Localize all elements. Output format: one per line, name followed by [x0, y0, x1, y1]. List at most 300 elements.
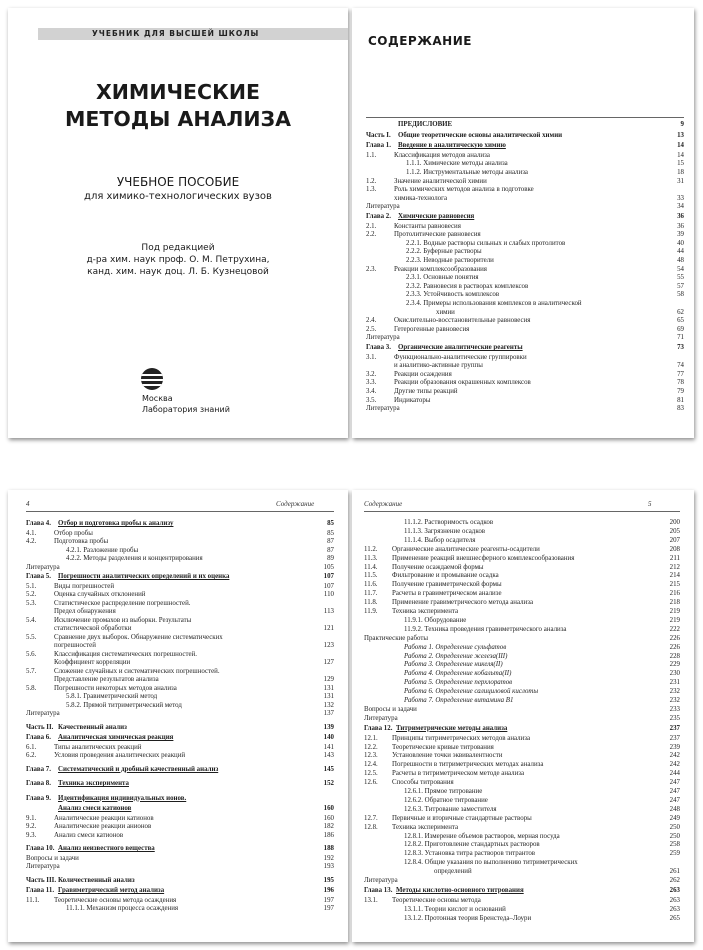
- toc-entry-page: 105: [323, 563, 334, 571]
- toc-entry-title: Работа 4. Определение кобальта(II): [404, 670, 512, 678]
- toc-entry-title: Классификация методов анализа: [394, 151, 490, 159]
- toc-entry-number: 3.3.: [366, 379, 377, 387]
- toc-entry-page: 69: [677, 325, 684, 333]
- toc-entry-page: 228: [669, 652, 680, 660]
- toc-entry-page: 14: [677, 142, 684, 150]
- toc-entry-page: 192: [323, 854, 334, 862]
- toc-entry: [364, 896, 680, 905]
- toc-entry-page: 200: [669, 519, 680, 526]
- toc-entry-title: Идентификация индивидуальных ионов.: [58, 794, 187, 802]
- toc-entry-number: Глава 2.: [366, 213, 391, 220]
- toc-entry-title: Первичные и вторичные стандартные растворы: [392, 814, 532, 822]
- toc-entry-page: 237: [669, 724, 680, 732]
- toc-entry-title: 2.2.2. Буферные растворы: [406, 248, 482, 256]
- toc-entry: [26, 709, 334, 718]
- toc-part: [366, 131, 684, 140]
- toc-entry-number: 11.6.: [364, 581, 378, 589]
- toc-chapter: [26, 733, 334, 742]
- toc-chapter: [26, 779, 334, 788]
- toc-entry-page: 263: [669, 896, 680, 904]
- toc-entry-number: 4.1.: [26, 529, 37, 537]
- toc-entry-page: 211: [669, 554, 680, 562]
- toc-entry-title: Индикаторы: [394, 396, 431, 404]
- toc-entry-page: 48: [677, 257, 684, 264]
- toc-entry-number: 12.8.: [364, 823, 378, 831]
- toc-entry-title: определений: [434, 868, 472, 876]
- toc-entry-page: 259: [669, 850, 680, 858]
- book-subtitle: УЧЕБНОЕ ПОСОБИЕ: [116, 175, 240, 189]
- toc-entry-title: 2.3.4. Примеры использования комплексов в аналитической: [406, 300, 582, 307]
- toc-entry-title: Исключение промахов из выборки. Результаты: [54, 616, 192, 624]
- toc-entry-title: 2.3.2. Равновесия в растворах комплексов: [406, 282, 529, 290]
- toc-entry-number: 11.5.: [364, 572, 378, 580]
- toc-part: [26, 723, 334, 732]
- toc-entry-page: 14: [677, 151, 684, 159]
- toc-entry-page: 196: [323, 887, 334, 894]
- toc-entry: [364, 849, 680, 858]
- editors-heading: Под редакцией: [141, 243, 215, 253]
- toc-entry-title: Органические аналитические реагенты-осадители: [392, 545, 540, 553]
- toc-entry-number: 1.3.: [366, 186, 377, 194]
- toc-entry-page: 13: [677, 131, 684, 139]
- book-title-line2: МЕТОДЫ АНАЛИЗА: [65, 107, 291, 131]
- toc-entry-page: 65: [677, 317, 684, 325]
- toc-entry: [364, 607, 680, 616]
- toc-entry: [26, 563, 334, 572]
- toc-entry-number: 5.3.: [26, 599, 37, 607]
- toc-entry-title: Литература: [366, 334, 400, 342]
- toc-entry-number: Глава 4.: [26, 520, 51, 527]
- toc-entry-page: 87: [327, 546, 334, 554]
- toc-entry-number: Глава 3.: [366, 344, 391, 351]
- header-rule: [26, 511, 334, 512]
- contents-page-4: [8, 490, 348, 942]
- toc-entry-page: 244: [669, 770, 680, 778]
- toc-entry-title: Работа 2. Определение железа(III): [404, 652, 508, 660]
- toc-entry-title: Работа 5. Определение перхлоратов: [404, 679, 513, 687]
- toc-entry-page: 31: [677, 177, 684, 185]
- toc-entry-number: 9.3.: [26, 831, 37, 839]
- toc-entry-page: 214: [669, 572, 680, 580]
- toc-chapter: [26, 804, 334, 813]
- toc-entry-page: 34: [677, 203, 684, 211]
- toc-entry-page: 140: [323, 734, 334, 741]
- toc-entry-title: Значение аналитической химии: [394, 177, 487, 185]
- toc-entry-title: Реакции образования окрашенных комплексов: [394, 379, 531, 387]
- toc-entry-title: Аналитические реакции анионов: [54, 823, 152, 830]
- toc-entry: [364, 643, 680, 652]
- toc-entry: [364, 867, 680, 876]
- series-label: УЧЕБНИК ДЛЯ ВЫСШЕЙ ШКОЛЫ: [92, 29, 260, 38]
- toc-entry-title: 11.1.1. Механизм процесса осаждения: [66, 905, 179, 912]
- toc-entry-title: 11.1.4. Выбор осадителя: [404, 536, 476, 544]
- toc-entry-number: Глава 6.: [26, 734, 51, 741]
- toc-entry-title: Функционально-аналитические группировки: [394, 353, 527, 361]
- toc-entry-title: Подготовка пробы: [54, 538, 109, 545]
- toc-entry-number: Глава 1.: [366, 142, 391, 150]
- toc-entry: [364, 536, 680, 545]
- toc-entry-title: Роль химических методов анализа в подготовке: [394, 186, 534, 194]
- toc-entry-title: 5.8.1. Гравиметрический метод: [66, 693, 158, 700]
- toc-chapter: [364, 724, 680, 733]
- toc-entry-number: 12.4.: [364, 761, 378, 769]
- toc-entry-title: Химические равновесия: [398, 213, 475, 220]
- toc-entry-page: 237: [669, 734, 680, 742]
- toc-entry-page: 186: [323, 831, 334, 839]
- toc-entry-page: 229: [669, 661, 680, 669]
- toc-entry: [364, 751, 680, 760]
- toc-entry-page: 137: [323, 710, 334, 717]
- toc-entry-page: 230: [669, 670, 680, 678]
- toc-entry-title: Классификация систематических погрешностей.: [54, 650, 197, 658]
- toc-entry: [364, 669, 680, 678]
- toc-entry-number: 2.3.: [366, 265, 377, 273]
- toc-entry-page: 44: [677, 248, 684, 256]
- toc-entry-title: Другие типы реакций: [394, 388, 458, 395]
- toc-entry-title: Протолитические равновесия: [394, 231, 481, 239]
- toc-entry-page: 250: [669, 832, 680, 840]
- toc-entry-title: Литература: [364, 877, 398, 884]
- toc-entry-title: 12.6.1. Прямое титрование: [404, 788, 483, 795]
- toc-entry-title: 11.9.2. Техника проведения гравиметрического анализа: [404, 625, 567, 633]
- toc-entry-page: 15: [677, 160, 684, 168]
- toc-entry: [364, 527, 680, 536]
- toc-entry-number: 3.2.: [366, 370, 377, 378]
- toc-entry-page: 160: [323, 814, 334, 822]
- toc-entry-title: погрешностей: [54, 642, 96, 649]
- toc-entry-number: 11.2.: [364, 545, 378, 553]
- toc-entry-title: Литература: [366, 405, 400, 413]
- toc-entry-title: Расчеты в титриметрическом методе анализа: [392, 770, 525, 778]
- toc-entry-title: Погрешности в титриметрических методах анализа: [392, 761, 544, 769]
- toc-part: [366, 120, 684, 129]
- toc-entry: [364, 687, 680, 696]
- toc-entry-number: 2.2.: [366, 231, 377, 239]
- toc-entry-page: 248: [669, 805, 680, 813]
- toc-entry: [364, 858, 680, 867]
- toc-entry-page: 263: [669, 905, 680, 913]
- toc-entry-number: 2.1.: [366, 222, 377, 230]
- toc-entry: [364, 876, 680, 885]
- toc-entry-title: Литература: [366, 203, 400, 211]
- editor-2: канд. хим. наук доц. Л. Б. Кузнецовой: [87, 267, 269, 277]
- toc-entry-page: 71: [677, 334, 684, 342]
- toc-entry-number: 11.4.: [364, 563, 378, 571]
- toc-chapter: [364, 886, 680, 895]
- toc-entry: [26, 751, 334, 760]
- toc-entry-title: 12.8.1. Измерение объемов растворов, мерная посуда: [404, 832, 560, 840]
- toc-entry-title: Теоретические кривые титрования: [392, 743, 494, 751]
- toc-entry-page: 262: [669, 877, 680, 884]
- toc-entry-page: 152: [323, 780, 334, 787]
- toc-entry-page: 232: [669, 688, 680, 696]
- toc-entry-page: 261: [669, 868, 680, 876]
- toc-entry: [364, 905, 680, 914]
- toc-entry-page: 207: [669, 536, 680, 544]
- toc-entry-number: 11.3.: [364, 554, 378, 562]
- toc-entry-page: 247: [669, 788, 680, 795]
- toc-entry-title: Органические аналитические реагенты: [398, 344, 523, 351]
- toc-entry-page: 78: [677, 379, 684, 387]
- toc-entry-page: 249: [669, 814, 680, 822]
- toc-entry: [364, 760, 680, 769]
- toc-entry-page: 247: [669, 796, 680, 804]
- toc-entry-title: Работа 1. Определение сульфатов: [404, 643, 507, 651]
- toc-part: [26, 876, 334, 885]
- toc-entry: [364, 705, 680, 714]
- toc-entry-title: Условия проведения аналитических реакций: [54, 752, 186, 759]
- toc-entry-title: и аналитико-активные группы: [394, 362, 483, 370]
- toc-entry-title: Техника эксперимента: [392, 608, 459, 615]
- toc-entry-title: ПРЕДИСЛОВИЕ: [398, 121, 453, 128]
- toc-entry-page: 83: [677, 405, 684, 413]
- toc-entry-title: Количественный анализ: [58, 876, 135, 884]
- toc-entry-page: 219: [669, 616, 680, 624]
- toc-entry-page: 226: [669, 643, 680, 651]
- toc-entry: [364, 580, 680, 589]
- toc-entry-page: 218: [669, 599, 680, 607]
- toc-entry-page: 39: [677, 231, 684, 239]
- toc-entry-title: Сравнение двух выборок. Обнаружение систематических: [54, 633, 223, 641]
- toc-entry: [364, 814, 680, 823]
- toc-entry-title: химии: [436, 308, 455, 316]
- toc-entry-number: 11.1.: [26, 896, 40, 904]
- toc-entry-page: 40: [677, 239, 684, 247]
- toc-entry-title: Введение в аналитическую химию: [398, 142, 506, 150]
- toc-entry-page: 18: [677, 169, 684, 176]
- toc-entry: [364, 805, 680, 814]
- toc-entry-number: 9.1.: [26, 814, 37, 822]
- toc-entry-page: 89: [327, 555, 334, 562]
- toc-entry: [364, 714, 680, 723]
- toc-entry-page: 36: [677, 213, 684, 220]
- toc-list: [366, 119, 684, 419]
- toc-entry-page: 216: [669, 590, 680, 598]
- publisher-city: Москва: [142, 394, 173, 403]
- toc-entry-page: 205: [669, 527, 680, 535]
- toc-entry-title: Статистическое распределение погрешностей.: [54, 599, 191, 607]
- toc-entry: [26, 904, 334, 913]
- toc-entry-number: Глава 7.: [26, 765, 51, 773]
- toc-entry-title: Гравиметрический метод анализа: [58, 887, 165, 894]
- toc-entry: [26, 831, 334, 840]
- contents-page: [352, 8, 694, 438]
- editor-1: д-ра хим. наук проф. О. М. Петрухина,: [86, 255, 270, 265]
- toc-entry-number: 2.4.: [366, 317, 377, 325]
- toc-entry-title: Вопросы и задачи: [26, 854, 79, 862]
- toc-chapter: [366, 141, 684, 150]
- toc-entry-title: 4.2.2. Методы разделения и концентрирования: [66, 555, 203, 562]
- toc-entry-page: 219: [669, 608, 680, 615]
- toc-entry-title: Отбор пробы: [54, 529, 93, 537]
- toc-entry-page: 193: [323, 863, 334, 870]
- toc-entry: [364, 832, 680, 841]
- toc-entry-number: 1.1.: [366, 151, 377, 159]
- toc-chapter: [26, 572, 334, 581]
- toc-entry: [364, 598, 680, 607]
- toc-entry-title: Установление точки эквивалентности: [392, 752, 503, 760]
- toc-entry-title: Типы аналитических реакций: [54, 743, 142, 751]
- toc-entry-title: 12.8.3. Установка титра растворов титрантов: [404, 850, 536, 858]
- toc-entry: [364, 634, 680, 643]
- toc-entry-page: 107: [323, 582, 334, 590]
- toc-entry: [364, 652, 680, 661]
- toc-entry-number: 5.7.: [26, 667, 37, 675]
- toc-entry-number: 5.2.: [26, 591, 37, 598]
- toc-entry-page: 145: [323, 765, 334, 773]
- toc-entry-page: 62: [677, 308, 684, 316]
- toc-entry-title: Методы кислотно-основного титрования: [396, 886, 524, 894]
- toc-entry-title: Применение реакций внешнесферного комплексообразования: [392, 554, 575, 562]
- toc-entry-title: 12.8.2. Приготовление стандартных растворов: [404, 841, 540, 849]
- toc-entry-number: 9.2.: [26, 823, 37, 830]
- contents-heading: СОДЕРЖАНИЕ: [368, 34, 472, 48]
- toc-entry: [364, 554, 680, 563]
- toc-entry-number: 5.4.: [26, 616, 37, 624]
- toc-entry-title: Титриметрические методы анализа: [396, 724, 508, 732]
- toc-entry-page: 110: [323, 591, 334, 598]
- toc-entry-page: 233: [669, 705, 680, 713]
- toc-entry-title: Литература: [26, 563, 60, 571]
- toc-entry-page: 121: [323, 625, 334, 632]
- toc-entry-page: 188: [323, 845, 334, 852]
- toc-entry-number: 4.2.: [26, 538, 37, 545]
- toc-entry: [364, 589, 680, 598]
- toc-chapter: [26, 519, 334, 528]
- toc-entry-title: Сложение случайных и систематических погрешностей.: [54, 667, 220, 675]
- toc-entry-title: Аналитические реакции катионов: [54, 814, 154, 822]
- toc-entry: [364, 823, 680, 832]
- toc-entry: [364, 616, 680, 625]
- toc-entry-page: 258: [669, 841, 680, 849]
- toc-entry-title: Константы равновесия: [394, 222, 461, 230]
- running-title: Содержание: [276, 500, 315, 508]
- title-page: [8, 8, 348, 438]
- toc-entry-title: Представление результатов анализа: [54, 676, 159, 683]
- toc-entry-title: Коэффициент корреляции: [54, 659, 131, 666]
- toc-entry-title: химика-технолога: [394, 194, 448, 202]
- toc-entry-title: Реакции комплексообразования: [394, 265, 487, 273]
- toc-entry-title: Предел обнаружения: [54, 608, 116, 615]
- toc-entry: [364, 678, 680, 687]
- toc-entry-title: Техника эксперимента: [58, 780, 129, 787]
- toc-entry-number: 5.1.: [26, 582, 37, 590]
- toc-entry-number: 6.2.: [26, 752, 37, 759]
- toc-entry-title: Погрешности аналитических определений и их оценка: [58, 573, 230, 580]
- toc-entry-number: 12.5.: [364, 770, 378, 778]
- toc-entry-title: Виды погрешностей: [54, 582, 115, 590]
- toc-entry-number: 11.7.: [364, 590, 378, 598]
- toc-chapter: [26, 886, 334, 895]
- toc-entry-title: Гетерогенные равновесия: [394, 325, 470, 333]
- toc-entry-title: Теоретические основы метода: [392, 896, 481, 904]
- toc-list-5: [364, 518, 680, 938]
- toc-entry-number: 12.7.: [364, 814, 378, 822]
- toc-entry-title: 4.2.1. Разложение пробы: [66, 546, 139, 554]
- toc-entry-number: 12.6.: [364, 779, 378, 787]
- toc-entry-page: 139: [323, 723, 334, 731]
- toc-entry-page: 182: [323, 823, 334, 830]
- toc-entry-title: Оценка случайных отклонений: [54, 591, 146, 598]
- toc-entry-page: 208: [669, 545, 680, 553]
- toc-entry-title: статистической обработки: [54, 625, 132, 632]
- toc-entry-title: Литература: [364, 714, 398, 722]
- toc-entry-number: Часть III.: [26, 876, 57, 884]
- running-title-5: Содержание: [364, 500, 403, 508]
- toc-entry-number: Глава 11.: [26, 887, 55, 894]
- toc-entry-title: Получение гравиметрической формы: [392, 581, 502, 589]
- toc-entry-page: 33: [677, 194, 684, 202]
- toc-entry-page: 232: [669, 697, 680, 704]
- toc-entry-page: 212: [669, 563, 680, 571]
- toc-entry-number: Глава 12.: [364, 724, 393, 732]
- toc-entry-number: 5.8.: [26, 684, 37, 692]
- toc-entry-number: Глава 5.: [26, 573, 51, 580]
- toc-entry-page: 107: [323, 573, 334, 580]
- book-audience: для химико-технологических вузов: [84, 191, 272, 202]
- toc-entry-number: 6.1.: [26, 743, 37, 751]
- toc-entry: [364, 660, 680, 669]
- toc-entry-page: 9: [680, 121, 684, 128]
- toc-entry: [366, 333, 684, 342]
- toc-entry-title: Анализ неизвестного вещества: [58, 845, 155, 852]
- toc-entry-page: 57: [677, 282, 684, 290]
- toc-entry-title: Расчеты в гравиметрическом анализе: [392, 590, 502, 598]
- toc-entry-title: Принципы титриметрических методов анализа: [392, 734, 531, 742]
- toc-entry-page: 132: [323, 701, 334, 709]
- toc-entry-page: 36: [677, 222, 684, 230]
- toc-entry-page: 131: [323, 684, 334, 692]
- toc-entry-title: 1.1.2. Инструментальные методы анализа: [406, 169, 528, 176]
- toc-entry-title: Окислительно-восстановительные равновесия: [394, 317, 531, 325]
- toc-entry-title: Получение осаждаемой формы: [392, 563, 484, 571]
- toc-entry-page: 197: [323, 905, 334, 912]
- toc-entry-number: Часть I.: [366, 131, 391, 139]
- toc-entry-page: 250: [669, 823, 680, 831]
- toc-entry: [364, 914, 680, 923]
- toc-entry-page: 235: [669, 714, 680, 722]
- toc-entry: [364, 563, 680, 572]
- toc-entry-title: 2.2.3. Неводные растворители: [406, 257, 494, 264]
- toc-entry-page: 131: [323, 693, 334, 700]
- toc-entry-title: Техника эксперимента: [392, 823, 459, 831]
- toc-entry-page: 85: [327, 529, 334, 537]
- page-number: 4: [26, 500, 30, 508]
- toc-entry-title: 12.8.4. Общие указания по выполнению титриметрических: [404, 859, 578, 867]
- toc-entry: [364, 734, 680, 743]
- toc-entry-page: 77: [677, 370, 684, 378]
- toc-entry-page: 123: [323, 642, 334, 649]
- toc-list-4: [26, 518, 334, 938]
- toc-entry-title: Применение гравиметрического метода анализа: [392, 599, 534, 607]
- toc-entry-page: 239: [669, 743, 680, 751]
- toc-entry-page: 226: [669, 634, 680, 642]
- toc-entry-number: 2.5.: [366, 325, 377, 333]
- series-banner: [38, 28, 348, 40]
- toc-entry: [364, 743, 680, 752]
- toc-entry: [364, 787, 680, 796]
- toc-entry-title: Вопросы и задачи: [364, 705, 417, 713]
- toc-entry: [366, 202, 684, 211]
- toc-entry-title: 2.2.1. Водные растворы сильных и слабых протолитов: [406, 239, 566, 247]
- toc-entry-page: 263: [669, 886, 680, 894]
- toc-entry-page: 143: [323, 752, 334, 759]
- toc-entry: [364, 625, 680, 634]
- toc-entry-page: 231: [669, 679, 680, 687]
- toc-entry-title: Анализ смеси катионов: [58, 805, 132, 812]
- toc-entry-page: 247: [669, 779, 680, 787]
- toc-entry-page: 242: [669, 752, 680, 760]
